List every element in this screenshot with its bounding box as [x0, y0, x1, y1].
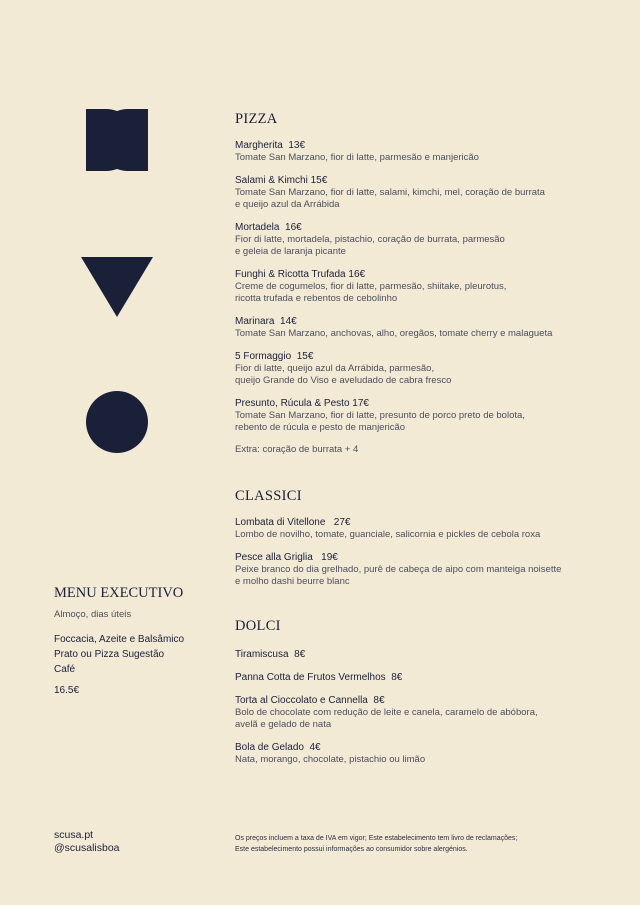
menu-item	[235, 316, 595, 340]
website-link[interactable]: scusa.pt	[54, 829, 94, 841]
main-menu	[235, 111, 595, 766]
dolci-list	[235, 649, 595, 766]
menu-item-description: Bolo de chocolate com redução de leite e canela, caramelo de abóbora,	[235, 707, 538, 718]
legal-line: Este estabelecimento possui informações ao consumidor sobre alergénios.	[235, 846, 468, 853]
menu-item-description: Tomate San Marzano, anchovas, alho, oregãos, tomate cherry e malagueta	[235, 328, 553, 339]
menu-item-description: Peixe branco do dia grelhado, purê de cabeça de aipo com manteiga noisette	[235, 564, 562, 575]
executive-price: 16.5€	[54, 685, 80, 696]
menu-item-name: Funghi & Ricotta Trufada 16€	[235, 269, 366, 280]
executive-items	[54, 632, 224, 677]
menu-item	[235, 140, 595, 164]
menu-item-description: e queijo azul da Arrábida	[235, 199, 340, 210]
classici-title: CLASSICI	[235, 488, 302, 504]
contact-info	[54, 829, 120, 855]
menu-item-description: Fior di latte, mortadela, pistachio, coração de burrata, parmesão	[235, 234, 505, 245]
menu-item-description: Nata, morango, chocolate, pistachio ou limão	[235, 754, 426, 765]
menu-item-name: Torta al Cioccolato e Cannella 8€	[235, 695, 385, 706]
menu-item	[235, 517, 595, 541]
legal-notice	[235, 833, 595, 855]
menu-item-description: rebento de rúcula e pesto de manjericão	[235, 422, 406, 433]
menu-item-description: e geleia de laranja picante	[235, 246, 346, 257]
menu-item-name: Presunto, Rúcula & Pesto 17€	[235, 398, 369, 409]
menu-item	[235, 742, 595, 766]
menu-item	[235, 649, 595, 661]
menu-item	[235, 222, 595, 258]
executive-title: MENU EXECUTIVO	[54, 585, 184, 601]
menu-item-name: Marinara 14€	[235, 316, 297, 327]
legal-line: Os preços incluem a taxa de IVA em vigor; Este estabelecimento tem livro de reclamações;	[235, 835, 518, 842]
menu-item-description: e molho dashi beurre blanc	[235, 576, 350, 587]
pizza-extra: Extra: coração de burrata + 4	[235, 444, 359, 455]
menu-item	[235, 552, 595, 588]
menu-item-description: ricotta trufada e rebentos de cebolinho	[235, 293, 398, 304]
circle-icon	[86, 391, 148, 453]
menu-item-name: Tiramiscusa 8€	[235, 649, 306, 660]
menu-item	[235, 269, 595, 305]
executive-item: Café	[54, 664, 76, 675]
executive-item: Prato ou Pizza Sugestão	[54, 649, 165, 660]
social-handle[interactable]: @scusalisboa	[54, 842, 120, 854]
menu-item	[235, 351, 595, 387]
menu-item	[235, 398, 595, 434]
executive-menu	[54, 585, 224, 696]
menu-item	[235, 695, 595, 731]
menu-item-description: Lombo de novilho, tomate, guanciale, salicornia e pickles de cebola roxa	[235, 529, 541, 540]
menu-item	[235, 175, 595, 211]
menu-item-description: Creme de cogumelos, fior di latte, parmesão, shiitake, pleurotus,	[235, 281, 507, 292]
menu-item-description: queijo Grande do Viso e aveludado de cabra fresco	[235, 375, 452, 386]
classici-list	[235, 517, 595, 588]
executive-subtitle: Almoço, dias úteis	[54, 609, 132, 620]
menu-item-name: Bola de Gelado 4€	[235, 742, 321, 753]
menu-item-description: Tomate San Marzano, fior di latte, salami, kimchi, mel, coração de burrata	[235, 187, 545, 198]
triangle-icon	[81, 257, 153, 317]
menu-item-name: Mortadela 16€	[235, 222, 302, 233]
menu-item-description: avelã e gelado de nata	[235, 719, 332, 730]
menu-item-name: Lombata di Vitellone 27€	[235, 517, 351, 528]
menu-item-name: Pesce alla Griglia 19€	[235, 552, 338, 563]
dolci-title: DOLCI	[235, 618, 281, 634]
menu-item-name: 5 Formaggio 15€	[235, 351, 314, 362]
menu-item-description: Tomate San Marzano, fior di latte, parmesão e manjericão	[235, 152, 479, 163]
dc-logo-icon	[86, 109, 148, 171]
menu-item-name: Panna Cotta de Frutos Vermelhos 8€	[235, 672, 403, 683]
menu-item-description: Fior di latte, queijo azul da Arrábida, parmesão,	[235, 363, 435, 374]
pizza-list	[235, 140, 595, 434]
menu-item-description: Tomate San Marzano, fior di latte, presunto de porco preto de bolota,	[235, 410, 525, 421]
menu-item-name: Salami & Kimchi 15€	[235, 175, 328, 186]
menu-item-name: Margherita 13€	[235, 140, 306, 151]
pizza-title: PIZZA	[235, 111, 278, 127]
menu-item	[235, 672, 595, 684]
executive-item: Foccacia, Azeite e Balsâmico	[54, 634, 185, 645]
